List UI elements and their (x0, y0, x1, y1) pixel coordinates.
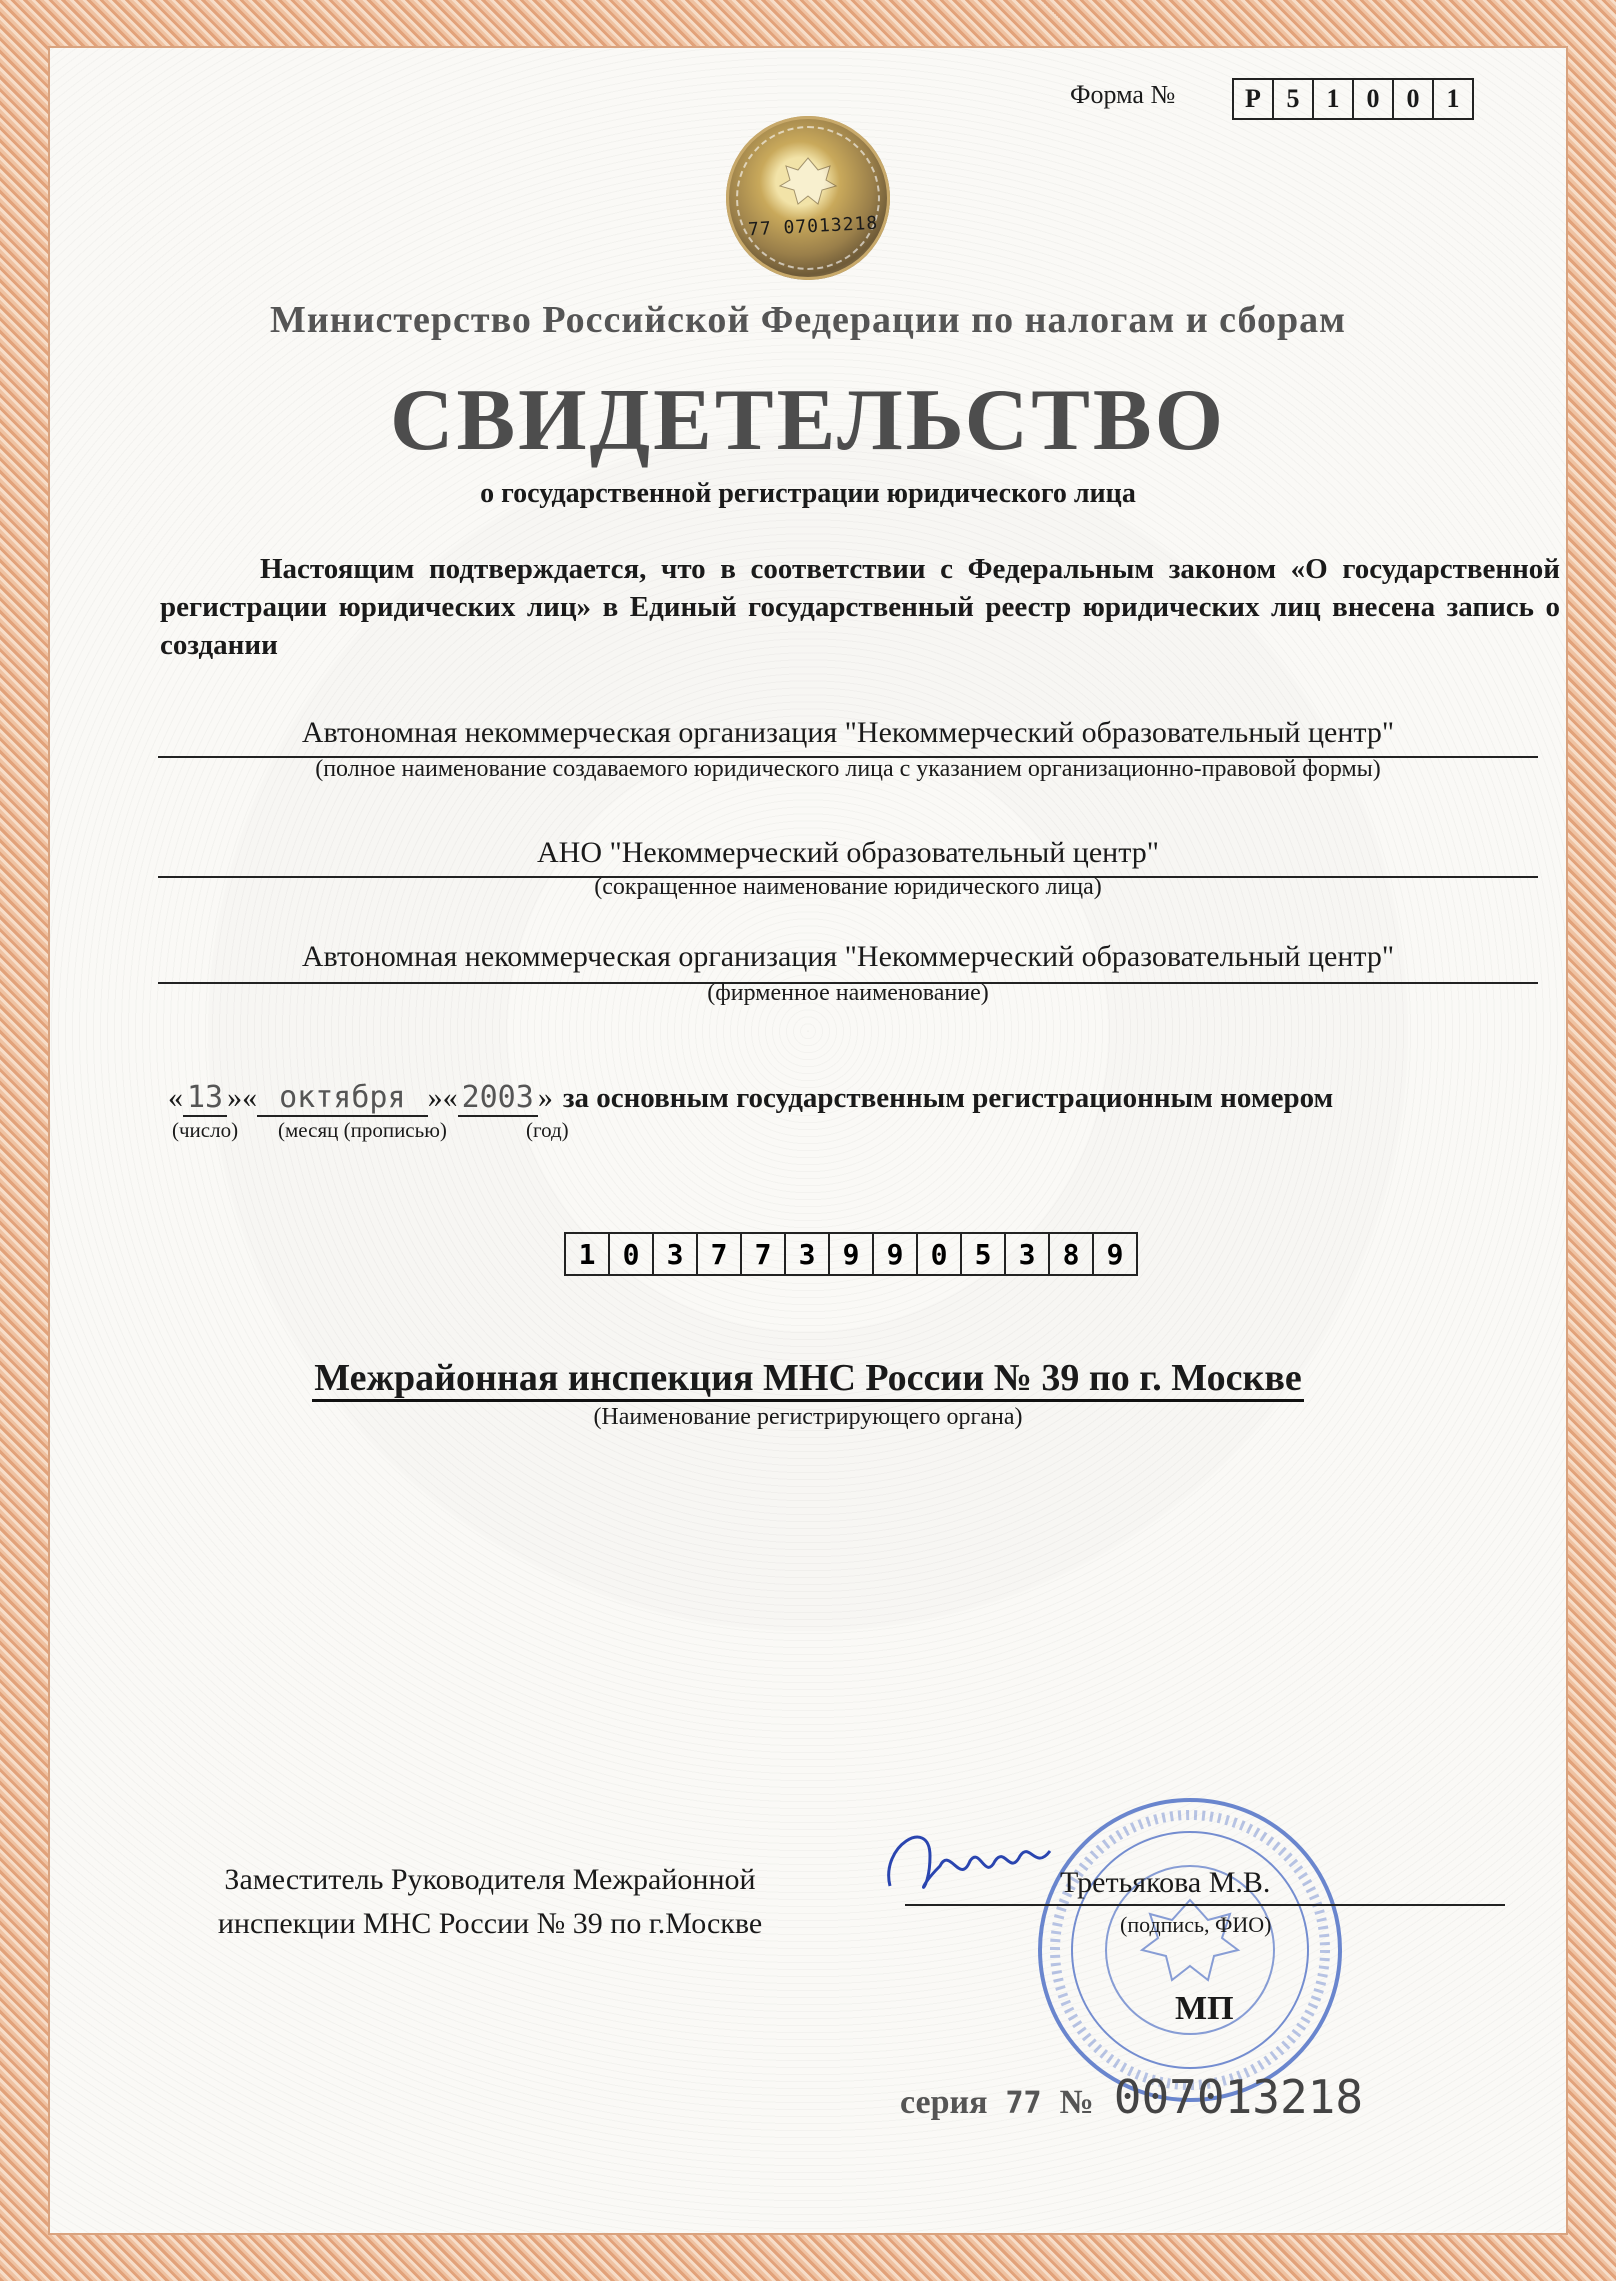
ogrn-digit: 0 (918, 1234, 962, 1274)
ogrn-digit: 3 (786, 1234, 830, 1274)
form-code-char: 0 (1354, 80, 1394, 118)
ogrn-digit: 8 (1050, 1234, 1094, 1274)
day-caption: (число) (172, 1118, 239, 1142)
ogrn-digit: 9 (830, 1234, 874, 1274)
signer-title: Заместитель Руководителя Межрайонной инспекции МНС России № 39 по г.Москве (217, 1863, 763, 1940)
ministry-name: Министерство Российской Федерации по налогам и сборам (269, 299, 1347, 341)
ogrn-digit: 9 (1106, 1237, 1124, 1271)
ogrn-digit: 5 (962, 1234, 1006, 1274)
date-month: октября (257, 1080, 427, 1117)
brand-name-caption: (фирменное наименование) (707, 980, 989, 1006)
short-name-caption: (сокращенное наименование юридического лица) (594, 874, 1102, 900)
authority-name: Межрайонная инспекция МНС России № 39 по г. Москве (312, 1357, 1304, 1402)
form-code-char: 5 (1274, 80, 1314, 118)
stamp-place-label: МП (1175, 1990, 1234, 2027)
certificate-title: СВИДЕТЕЛЬСТВО (389, 372, 1227, 469)
series-label: серия (900, 2084, 988, 2121)
number-sign: № (1059, 2084, 1094, 2121)
authority-caption: (Наименование регистрирующего органа) (593, 1404, 1023, 1430)
registration-date-row: « 13 »« октября »« 2003 » за основным государственным регистрационным номером (168, 1080, 1334, 1115)
form-code-char: 1 (1314, 80, 1354, 118)
brand-name-value: Автономная некоммерческая организация "Некоммерческий образовательный центр" (158, 940, 1538, 984)
hologram-number: 77 07013218 (747, 212, 879, 241)
year-caption: (год) (526, 1118, 569, 1142)
intro-paragraph: Настоящим подтверждается, что в соответствии с Федеральным законом «О государственной регистрации юридических лиц» в Единый государственный реестр юридических лиц внесена запись о создании (160, 553, 1560, 661)
form-code-char: 1 (1446, 84, 1460, 113)
registering-authority (0, 1356, 1616, 1400)
series-number-row (900, 2070, 1363, 2124)
full-name-value: Автономная некоммерческая организация "Некоммерческий образовательный центр" (158, 716, 1538, 758)
ogrn-digit: 3 (1006, 1234, 1050, 1274)
month-caption: (месяц (прописью) (278, 1118, 447, 1142)
ogrn-digit: 7 (698, 1234, 742, 1274)
document-number: 007013218 (1113, 2070, 1364, 2124)
date-year: 2003 (458, 1080, 538, 1117)
signature (870, 1806, 1070, 1916)
hologram-seal (726, 116, 890, 280)
date-day: 13 (183, 1080, 227, 1117)
full-name-caption: (полное наименование создаваемого юридического лица с указанием организационно-правовой формы) (315, 756, 1381, 782)
ogrn-digit: 1 (566, 1234, 610, 1274)
ogrn-boxes (564, 1232, 1138, 1276)
form-label: Форма № (1070, 80, 1176, 109)
series-value: 77 (1005, 2086, 1042, 2121)
signer-caption: (подпись, ФИО) (1120, 1912, 1272, 1937)
ogrn-digit: 0 (610, 1234, 654, 1274)
date-suffix: за основным государственным регистрационным номером (562, 1082, 1334, 1114)
ogrn-digit: 7 (742, 1234, 786, 1274)
ogrn-digit: 9 (874, 1234, 918, 1274)
eagle-emblem-icon (726, 116, 890, 280)
signature-line (905, 1904, 1505, 1906)
ogrn-digit: 3 (654, 1234, 698, 1274)
form-code-boxes (1232, 78, 1474, 120)
certificate-subtitle: о государственной регистрации юридического лица (480, 478, 1136, 509)
official-stamp (1030, 1790, 1350, 2110)
form-code-char: 0 (1394, 80, 1434, 118)
form-code-char: Р (1234, 80, 1274, 118)
signer-name: Третьякова М.В. (1060, 1866, 1271, 1899)
short-name-value: АНО "Некоммерческий образовательный центр" (158, 836, 1538, 878)
